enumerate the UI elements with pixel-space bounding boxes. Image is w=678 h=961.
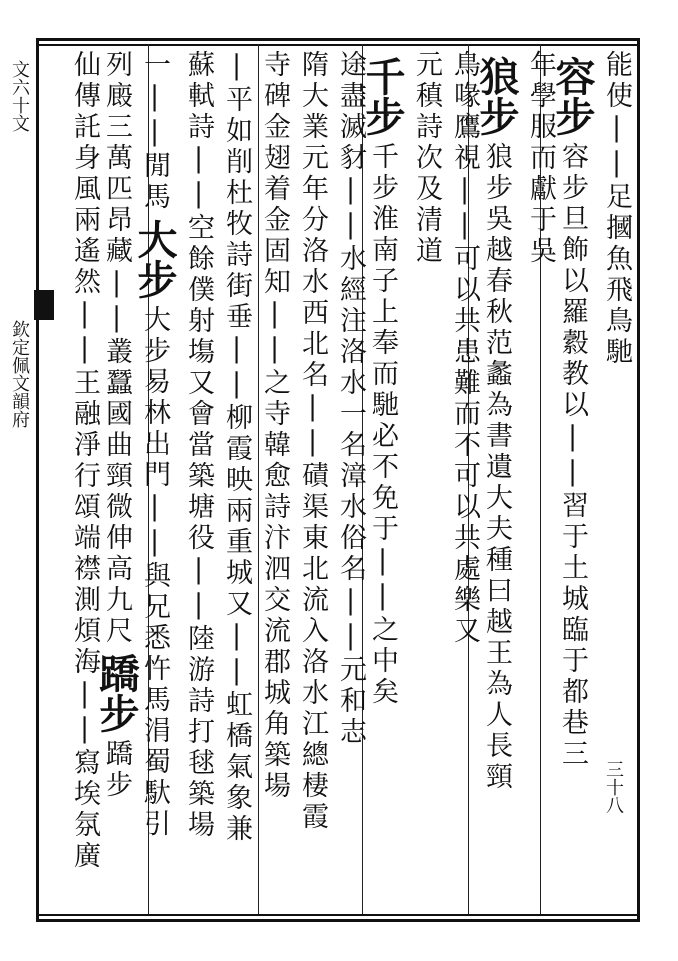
text-column: 鳥喙鷹視||可以共患難而不可以共處樂又 <box>449 50 480 647</box>
text-column: |平如削杜牧詩街垂||柳霞映兩重城又||虹橋氣象兼 <box>221 50 252 845</box>
text-column: 途盡滅豺||水經注洛水一名漳水俗名||元和志 <box>335 50 366 748</box>
text-column: 仙傳託身風兩遙然||王融淨行頌端襟測煩海||寫埃氛廣 <box>69 50 100 872</box>
text-column: 能使||足摑魚飛鳥馳 <box>601 50 632 368</box>
column-text: 容步旦飾以羅縠教以||習于土城臨于都巷三 <box>557 142 588 770</box>
headword: 蹻步 <box>93 653 140 733</box>
text-column: 年學服而獻于吳 <box>525 50 556 267</box>
text-column: 蘇軾詩||空餘僕射塲又會當築塘役||陸游詩打毬築場 <box>183 50 214 841</box>
column-text: 一||閒馬 <box>139 50 170 213</box>
margin-top-text: 文六十文 <box>9 60 30 132</box>
column-text: 蹻步 <box>101 739 132 801</box>
text-column <box>93 50 140 910</box>
text-column: 隋大業元年分洛水西北名||磧渠東北流入洛水江總棲霞 <box>297 50 328 833</box>
headword: 大步 <box>131 219 178 299</box>
text-column <box>473 50 520 910</box>
text-column: 寺碑金翅着金固知||之寺韓愈詩汴泗交流郡城角築場 <box>259 50 290 802</box>
page-number: 三十八 <box>603 760 624 814</box>
headword: 容步 <box>549 56 596 136</box>
text-column: 元稹詩次及清道 <box>411 50 442 267</box>
left-margin <box>2 60 38 920</box>
top-rule <box>36 44 640 46</box>
column-text: 大步易林出門||與兄悉忤馬涓蜀馱引 <box>139 305 170 840</box>
column-text: 千步淮南子上奉而馳必不免于||之中矣 <box>367 142 398 708</box>
column-text: 狼步吳越春秋范蠡為書遺大夫種曰越王為人長頸 <box>481 142 512 793</box>
text-column <box>359 50 406 910</box>
text-column <box>549 50 596 910</box>
margin-side-text: 欽定佩文韻府 <box>9 320 30 428</box>
headword: 狼步 <box>473 56 520 136</box>
text-column <box>131 50 178 910</box>
column-text: 列廄三萬匹昂藏||叢蠶國曲頸微伸高九尺 <box>101 50 132 647</box>
fishtail-mark <box>34 290 54 320</box>
headword: 千步 <box>359 56 406 136</box>
bottom-rule <box>36 914 640 916</box>
